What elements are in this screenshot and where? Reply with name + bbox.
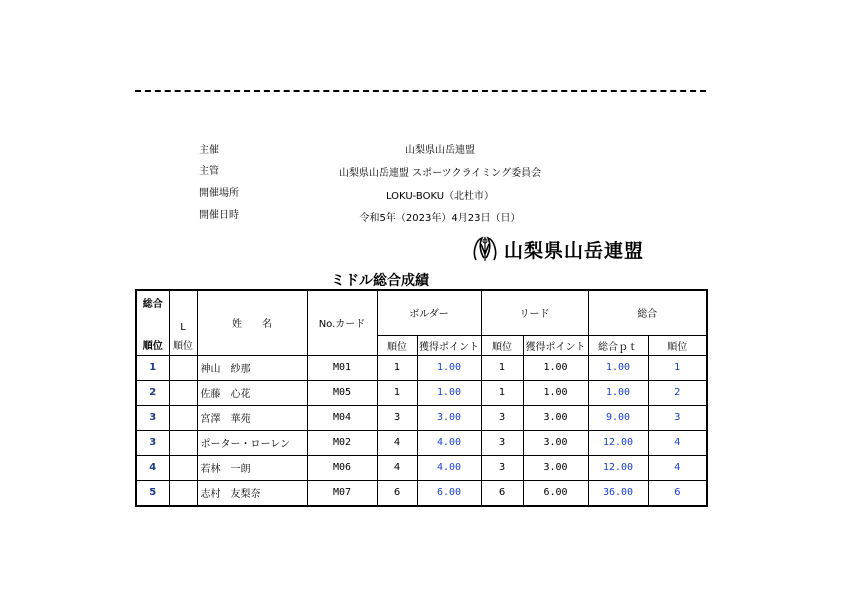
table-row xyxy=(136,430,707,455)
cell-boulder-points: 4.00 xyxy=(417,430,481,455)
table-row xyxy=(136,480,707,506)
cell-card: M04 xyxy=(307,405,377,430)
cell-overall-rank: 3 xyxy=(136,430,169,455)
header-name: 姓 名 xyxy=(197,290,307,355)
federation-logo xyxy=(470,234,644,264)
header-l-bottom: 順位 xyxy=(169,335,197,355)
logo-text: 山梨県山岳連盟 xyxy=(504,239,645,262)
cell-boulder-rank: 6 xyxy=(377,480,417,506)
header-total-rank: 順位 xyxy=(648,335,707,355)
cell-overall-rank: 1 xyxy=(136,355,169,380)
header-total: 総合 xyxy=(588,290,707,335)
cell-card: M06 xyxy=(307,455,377,480)
cell-boulder-rank: 3 xyxy=(377,405,417,430)
cell-name: 若林 一朗 xyxy=(197,455,307,480)
cell-boulder-rank: 4 xyxy=(377,430,417,455)
header-card: No.カード xyxy=(307,290,377,355)
cell-lead-rank: 6 xyxy=(481,480,523,506)
cell-lead-points: 6.00 xyxy=(523,480,588,506)
table-row xyxy=(136,405,707,430)
header-lead-points: 獲得ポイント xyxy=(523,335,588,355)
cell-l-rank xyxy=(169,430,197,455)
results-body xyxy=(136,355,707,506)
table-header-row xyxy=(136,290,707,335)
cell-lead-rank: 1 xyxy=(481,355,523,380)
info-value-organizer: 山梨県山岳連盟 xyxy=(405,145,475,156)
info-value-manager: 山梨県山岳連盟 スポーツクライミング委員会 xyxy=(338,168,542,179)
cell-overall-rank: 4 xyxy=(136,455,169,480)
cell-total-rank: 4 xyxy=(648,430,707,455)
info-value-date: 令和5年（2023年）4月23日（日） xyxy=(359,213,521,224)
cell-l-rank xyxy=(169,405,197,430)
cell-overall-rank: 2 xyxy=(136,380,169,405)
cell-total-pt: 1.00 xyxy=(588,355,648,380)
cell-boulder-points: 3.00 xyxy=(417,405,481,430)
cell-total-pt: 1.00 xyxy=(588,380,648,405)
cell-card: M05 xyxy=(307,380,377,405)
cell-boulder-rank: 4 xyxy=(377,455,417,480)
info-value-venue: LOKU-BOKU（北杜市） xyxy=(385,191,495,202)
info-label-organizer: 主催 xyxy=(199,145,219,156)
cell-overall-rank: 5 xyxy=(136,480,169,506)
cell-total-rank: 3 xyxy=(648,405,707,430)
cell-l-rank xyxy=(169,355,197,380)
cell-card: M07 xyxy=(307,480,377,506)
cell-boulder-points: 6.00 xyxy=(417,480,481,506)
cell-total-pt: 12.00 xyxy=(588,455,648,480)
cell-lead-points: 1.00 xyxy=(523,380,588,405)
cell-lead-points: 1.00 xyxy=(523,355,588,380)
cell-boulder-rank: 1 xyxy=(377,380,417,405)
federation-emblem-icon xyxy=(470,234,500,264)
header-boulder: ボルダー xyxy=(377,290,481,335)
cell-l-rank xyxy=(169,380,197,405)
cell-lead-points: 3.00 xyxy=(523,405,588,430)
cell-lead-rank: 3 xyxy=(481,430,523,455)
header-overall-rank-top: 総合 xyxy=(136,290,169,335)
cell-card: M02 xyxy=(307,430,377,455)
header-overall-rank-bottom: 順位 xyxy=(136,335,169,355)
info-label-venue: 開催場所 xyxy=(199,188,239,199)
cell-lead-points: 3.00 xyxy=(523,455,588,480)
page-title: ミドル総合成績 xyxy=(331,273,429,289)
table-row xyxy=(136,380,707,405)
cell-boulder-points: 4.00 xyxy=(417,455,481,480)
dashed-separator xyxy=(135,90,706,92)
cell-name: 宮澤 華苑 xyxy=(197,405,307,430)
header-boulder-rank: 順位 xyxy=(377,335,417,355)
cell-name: ポーター・ローレン xyxy=(197,430,307,455)
cell-total-rank: 4 xyxy=(648,455,707,480)
cell-total-rank: 2 xyxy=(648,380,707,405)
cell-l-rank xyxy=(169,480,197,506)
cell-name: 佐藤 心花 xyxy=(197,380,307,405)
cell-boulder-rank: 1 xyxy=(377,355,417,380)
info-label-date: 開催日時 xyxy=(199,210,239,221)
cell-total-pt: 9.00 xyxy=(588,405,648,430)
info-label-manager: 主管 xyxy=(199,166,219,177)
cell-lead-rank: 3 xyxy=(481,455,523,480)
table-row xyxy=(136,355,707,380)
header-l-top: L xyxy=(169,290,197,335)
cell-total-pt: 36.00 xyxy=(588,480,648,506)
header-boulder-points: 獲得ポイント xyxy=(417,335,481,355)
table-row xyxy=(136,455,707,480)
cell-total-rank: 6 xyxy=(648,480,707,506)
cell-total-rank: 1 xyxy=(648,355,707,380)
cell-lead-points: 3.00 xyxy=(523,430,588,455)
cell-boulder-points: 1.00 xyxy=(417,380,481,405)
cell-lead-rank: 1 xyxy=(481,380,523,405)
results-table xyxy=(135,289,708,507)
cell-lead-rank: 3 xyxy=(481,405,523,430)
cell-boulder-points: 1.00 xyxy=(417,355,481,380)
cell-name: 志村 友梨奈 xyxy=(197,480,307,506)
header-lead-rank: 順位 xyxy=(481,335,523,355)
header-total-pt: 総合ｐｔ xyxy=(588,335,648,355)
cell-overall-rank: 3 xyxy=(136,405,169,430)
cell-name: 神山 紗那 xyxy=(197,355,307,380)
cell-total-pt: 12.00 xyxy=(588,430,648,455)
cell-card: M01 xyxy=(307,355,377,380)
cell-l-rank xyxy=(169,455,197,480)
header-lead: リード xyxy=(481,290,588,335)
